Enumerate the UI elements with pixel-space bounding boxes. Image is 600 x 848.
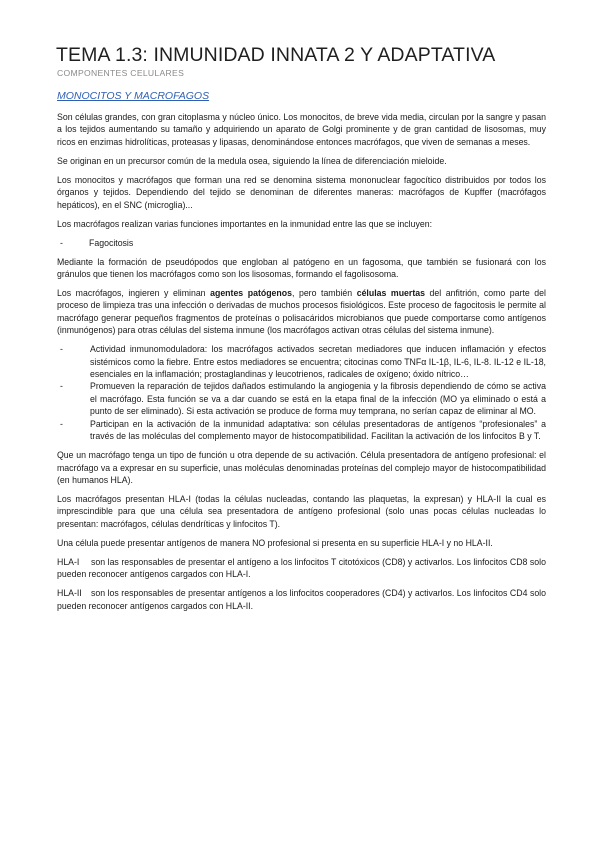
list-dash: - [60, 418, 63, 429]
text-run: del anfitrión, como parte del proceso de limpieza tras una infección o derivadas de muchos procesos fisiológicos. Este proceso de fagocitosis le permite al macrófago generar pequeños fragmentos de proteínas o polisacáridos microbianos que puede comportarse como antígenos (inmunógenos) para otras células del sistema inmune (los macrófagos activan otras células del sistema inmune). [57, 288, 546, 336]
list-item-text: Promueven la reparación de tejidos dañados estimulando la angiogenia y la fibrosis dependiendo de cómo se activa el macrófago. Esta función se va a dar cuando se está en la etapa final de la infección (MO ya eliminado o está a punto de ser eliminado). Si esta activación se produce de forma muy temprana, no serían capaz de eliminar al MO. [90, 381, 546, 417]
bold-text: agentes patógenos [210, 288, 292, 299]
dash-list [57, 343, 546, 442]
paragraph: Son células grandes, con gran citoplasma y núcleo único. Los monocitos, de breve vida media, circulan por la sangre y pasan a los tejidos aumentando su tamaño y adquiriendo un aparato de Golgi prominente y de gran cantidad de lisosomas, muy ricos en enzimas hidrolíticas, proteasas y lipasas, denominándose entonces macrófagos, que viven de semanas a meses. [57, 112, 546, 147]
list-item-text: Participan en la activación de la inmunidad adaptativa: son células presentadoras de antígenos “profesionales” a través de las moléculas del complemento mayor de histocompatibilidad. Facilitan la activación de los linfocitos B y T. [90, 418, 546, 442]
bold-text: células muertas [356, 288, 425, 299]
text-run: , pero también [291, 288, 357, 299]
list-dash: - [60, 381, 63, 392]
list-item [57, 418, 546, 443]
document-body [57, 111, 546, 619]
paragraph: Mediante la formación de pseudópodos que engloban al patógeno en un fagosoma, que también se fusionará con los gránulos que tienen los macrófagos como son los lisosomas, formando el fagolisosoma. [57, 256, 546, 280]
list-item-text: Fagocitosis [89, 237, 134, 248]
paragraph [57, 287, 546, 337]
paragraph: Una célula puede presentar antígenos de manera NO profesional si presenta en su superficie HLA-I y no HLA-II. [57, 537, 493, 548]
term-label: HLA-I [57, 556, 80, 567]
paragraph: Los monocitos y macrófagos que forman una red se denomina sistema mononuclear fagocítico distribuidos por todos los órganos y tejidos. Dependiendo del tejido se denominan de diferentes maneras: macrófagos de Kupffer (macrófagos hepáticos), en el SNC (microglia)... [57, 174, 546, 210]
paragraph [57, 587, 546, 612]
list-item [57, 380, 546, 417]
list-item-text: Actividad inmunomoduladora: los macrófagos activados secretan mediadores que inducen inflamación y efectos sistémicos como la fiebre. Entre estos mediadores se encuentra; citocinas como TNFα IL-1β, IL-6, IL-8. IL-12 e IL-18, esenciales en la inflamación; prostaglandinas y leucotrienos, radicales de oxígeno; óxido nítrico… [90, 344, 546, 380]
paragraph: Que un macrófago tenga un tipo de función u otra depende de su activación. Célula presentadora de antígeno profesional: el macrófago va a expresar en su superficie, unas moléculas denominadas proteínas del complejo mayor de histocompatibilidad (en humanos HLA). [57, 450, 546, 485]
list-item [57, 237, 546, 249]
list-item [57, 343, 546, 380]
list-dash: - [60, 344, 63, 355]
page-title: TEMA 1.3: INMUNIDAD INNATA 2 Y ADAPTATIVA [56, 44, 496, 66]
text-run: Los macrófagos, ingieren y eliminan [57, 288, 211, 299]
text-run: son los responsables de presentar antígenos a los linfocitos cooperadores (CD4) y activarlos. Los linfocitos CD4 solo pueden reconocer antígenos cargados con HLA-II. [57, 588, 546, 611]
paragraph: Se originan en un precursor común de la medula osea, siguiendo la línea de diferenciación mieloide. [57, 155, 447, 166]
page-subtitle: COMPONENTES CELULARES [57, 68, 185, 78]
term-label: HLA-II [57, 588, 82, 599]
paragraph [57, 556, 546, 581]
text-run: son las responsables de presentar el antígeno a los linfocitos T citotóxicos (CD8) y activarlos. Los linfocitos CD8 solo pueden reconocer antígenos cargados con HLA-I. [57, 556, 546, 580]
section-heading: MONOCITOS Y MACROFAGOS [57, 90, 210, 102]
list-dash: - [60, 237, 63, 248]
paragraph: Los macrófagos realizan varias funciones importantes en la inmunidad entre las que se incluyen: [57, 218, 433, 229]
paragraph: Los macrófagos presentan HLA-I (todas la células nucleadas, contando las plaquetas, la expresan) y HLA-II la cual es imprescindible para que una célula sea presentadora de antígeno profesional (solo unas pocas células nucleadas lo presentan: macrófagos, células dendríticas y linfocitos T). [57, 493, 546, 529]
